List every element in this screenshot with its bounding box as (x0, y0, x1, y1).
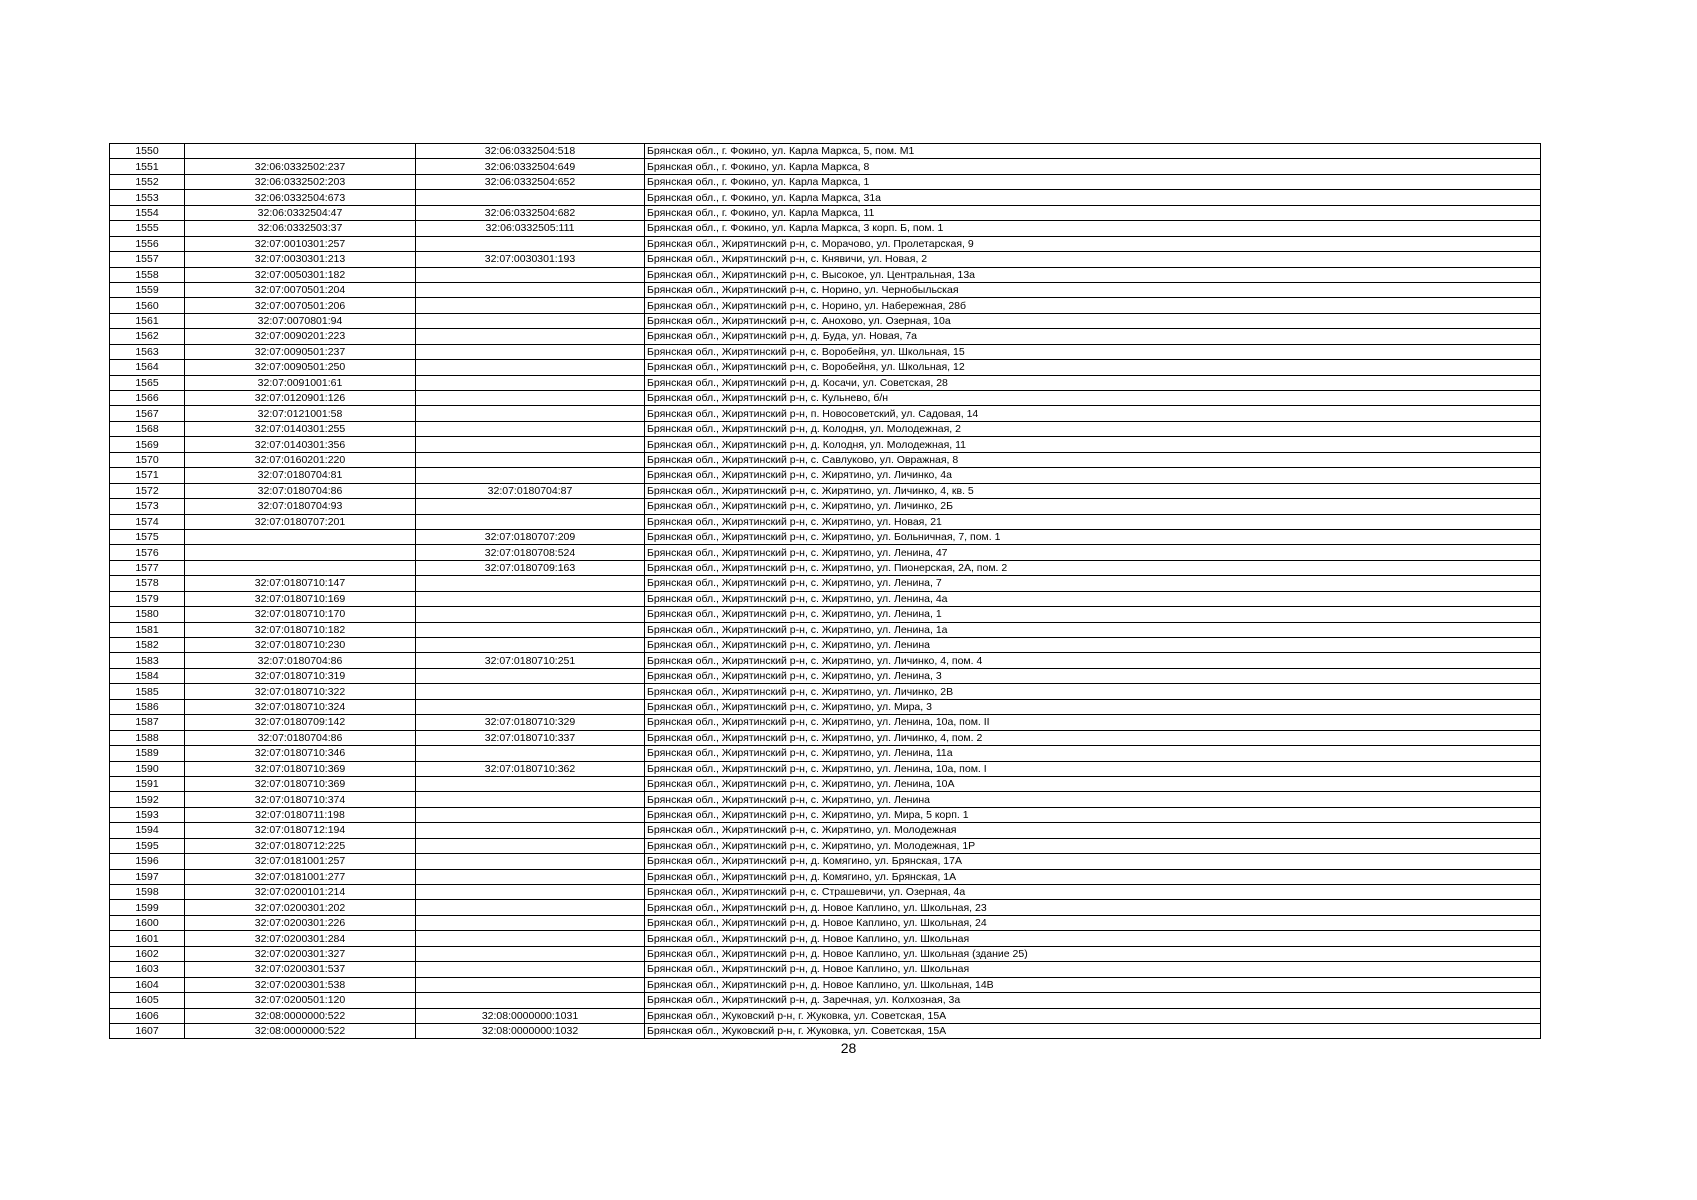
table-row (110, 715, 1541, 730)
cadastral-number-cell (185, 560, 416, 575)
linked-cadastral-number-cell: 32:08:0000000:1032 (416, 1023, 645, 1038)
table-row (110, 946, 1541, 961)
table-row (110, 823, 1541, 838)
table-row (110, 159, 1541, 174)
table-row (110, 236, 1541, 251)
address-cell: Брянская обл., Жирятинский р-н, с. Жирятино, ул. Пионерская, 2А, пом. 2 (645, 560, 1541, 575)
address-cell: Брянская обл., Жирятинский р-н, с. Жирятино, ул. Ленина, 47 (645, 545, 1541, 560)
cadastral-number-cell: 32:07:0180710:169 (185, 591, 416, 606)
cadastral-number-cell: 32:07:0180710:346 (185, 746, 416, 761)
row-number-cell: 1602 (110, 946, 185, 961)
cadastral-number-cell: 32:07:0030301:213 (185, 252, 416, 267)
row-number-cell: 1597 (110, 869, 185, 884)
row-number-cell: 1598 (110, 885, 185, 900)
row-number-cell: 1594 (110, 823, 185, 838)
row-number-cell: 1573 (110, 499, 185, 514)
cadastral-number-cell: 32:07:0180704:86 (185, 483, 416, 498)
cadastral-number-cell: 32:07:0091001:61 (185, 375, 416, 390)
table-row (110, 1008, 1541, 1023)
address-cell: Брянская обл., Жирятинский р-н, д. Комягино, ул. Брянская, 17А (645, 854, 1541, 869)
linked-cadastral-number-cell (416, 792, 645, 807)
linked-cadastral-number-cell (416, 437, 645, 452)
table-row (110, 360, 1541, 375)
cadastral-number-cell: 32:07:0180710:230 (185, 638, 416, 653)
cadastral-number-cell: 32:07:0090501:250 (185, 360, 416, 375)
cadastral-number-cell: 32:07:0180710:369 (185, 761, 416, 776)
table-row (110, 792, 1541, 807)
cadastral-number-cell: 32:07:0180710:147 (185, 576, 416, 591)
linked-cadastral-number-cell: 32:07:0180704:87 (416, 483, 645, 498)
row-number-cell: 1556 (110, 236, 185, 251)
document-page (109, 143, 1541, 1039)
address-cell: Брянская обл., Жирятинский р-н, с. Анохово, ул. Озерная, 10а (645, 313, 1541, 328)
table-row (110, 653, 1541, 668)
linked-cadastral-number-cell (416, 746, 645, 761)
table-row (110, 668, 1541, 683)
address-cell: Брянская обл., Жирятинский р-н, с. Норино, ул. Набережная, 28б (645, 298, 1541, 313)
linked-cadastral-number-cell (416, 329, 645, 344)
cadastral-number-cell: 32:07:0200301:538 (185, 977, 416, 992)
table-row (110, 1023, 1541, 1038)
table-row (110, 344, 1541, 359)
cadastral-number-cell (185, 545, 416, 560)
address-cell: Брянская обл., Жирятинский р-н, с. Воробейня, ул. Школьная, 15 (645, 344, 1541, 359)
row-number-cell: 1553 (110, 190, 185, 205)
cadastral-number-cell: 32:07:0070501:204 (185, 282, 416, 297)
row-number-cell: 1566 (110, 391, 185, 406)
address-cell: Брянская обл., Жирятинский р-н, с. Жирятино, ул. Ленина (645, 638, 1541, 653)
table-body (110, 144, 1541, 1039)
row-number-cell: 1607 (110, 1023, 185, 1038)
row-number-cell: 1590 (110, 761, 185, 776)
table-row (110, 576, 1541, 591)
linked-cadastral-number-cell (416, 699, 645, 714)
address-cell: Брянская обл., Жирятинский р-н, с. Жирятино, ул. Ленина, 1 (645, 607, 1541, 622)
row-number-cell: 1583 (110, 653, 185, 668)
row-number-cell: 1589 (110, 746, 185, 761)
cadastral-number-cell: 32:07:0070801:94 (185, 313, 416, 328)
cadastral-number-cell: 32:06:0332502:237 (185, 159, 416, 174)
address-cell: Брянская обл., Жирятинский р-н, д. Новое Каплино, ул. Школьная (645, 931, 1541, 946)
linked-cadastral-number-cell (416, 854, 645, 869)
linked-cadastral-number-cell: 32:07:0030301:193 (416, 252, 645, 267)
cadastral-number-cell: 32:07:0181001:257 (185, 854, 416, 869)
row-number-cell: 1557 (110, 252, 185, 267)
table-row (110, 190, 1541, 205)
address-cell: Брянская обл., Жирятинский р-н, д. Новое Каплино, ул. Школьная, 23 (645, 900, 1541, 915)
linked-cadastral-number-cell (416, 375, 645, 390)
table-row (110, 591, 1541, 606)
cadastral-number-cell: 32:06:0332503:37 (185, 221, 416, 236)
address-cell: Брянская обл., Жуковский р-н, г. Жуковка, ул. Советская, 15А (645, 1008, 1541, 1023)
table-row (110, 174, 1541, 189)
address-cell: Брянская обл., г. Фокино, ул. Карла Маркса, 1 (645, 174, 1541, 189)
cadastral-number-cell: 32:07:0121001:58 (185, 406, 416, 421)
cadastral-number-cell: 32:07:0120901:126 (185, 391, 416, 406)
table-row (110, 746, 1541, 761)
cadastral-number-cell: 32:07:0180710:319 (185, 668, 416, 683)
linked-cadastral-number-cell (416, 823, 645, 838)
table-row (110, 221, 1541, 236)
linked-cadastral-number-cell (416, 668, 645, 683)
linked-cadastral-number-cell (416, 807, 645, 822)
address-cell: Брянская обл., Жирятинский р-н, с. Жирятино, ул. Больничная, 7, пом. 1 (645, 529, 1541, 544)
linked-cadastral-number-cell: 32:06:0332504:682 (416, 205, 645, 220)
cadastral-number-cell: 32:07:0200301:537 (185, 962, 416, 977)
linked-cadastral-number-cell (416, 360, 645, 375)
cadastral-number-cell: 32:08:0000000:522 (185, 1023, 416, 1038)
table-row (110, 267, 1541, 282)
address-cell: Брянская обл., Жирятинский р-н, с. Воробейня, ул. Школьная, 12 (645, 360, 1541, 375)
row-number-cell: 1552 (110, 174, 185, 189)
table-row (110, 977, 1541, 992)
cadastral-number-cell: 32:07:0180710:369 (185, 776, 416, 791)
linked-cadastral-number-cell (416, 869, 645, 884)
linked-cadastral-number-cell: 32:06:0332504:649 (416, 159, 645, 174)
address-cell: Брянская обл., Жирятинский р-н, д. Колодня, ул. Молодежная, 2 (645, 421, 1541, 436)
linked-cadastral-number-cell (416, 468, 645, 483)
address-cell: Брянская обл., Жирятинский р-н, с. Жирятино, ул. Личинко, 2В (645, 684, 1541, 699)
linked-cadastral-number-cell (416, 607, 645, 622)
table-row (110, 607, 1541, 622)
table-row (110, 869, 1541, 884)
row-number-cell: 1579 (110, 591, 185, 606)
row-number-cell: 1587 (110, 715, 185, 730)
address-cell: Брянская обл., Жирятинский р-н, д. Комягино, ул. Брянская, 1А (645, 869, 1541, 884)
address-cell: Брянская обл., г. Фокино, ул. Карла Маркса, 5, пом. М1 (645, 144, 1541, 159)
property-table (109, 143, 1541, 1039)
address-cell: Брянская обл., Жирятинский р-н, с. Норино, ул. Чернобыльская (645, 282, 1541, 297)
table-row (110, 329, 1541, 344)
row-number-cell: 1592 (110, 792, 185, 807)
row-number-cell: 1604 (110, 977, 185, 992)
address-cell: Брянская обл., Жирятинский р-н, д. Новое Каплино, ул. Школьная, 14В (645, 977, 1541, 992)
cadastral-number-cell: 32:07:0180710:182 (185, 622, 416, 637)
address-cell: Брянская обл., Жирятинский р-н, с. Жирятино, ул. Личинко, 4, кв. 5 (645, 483, 1541, 498)
row-number-cell: 1565 (110, 375, 185, 390)
linked-cadastral-number-cell: 32:06:0332504:652 (416, 174, 645, 189)
address-cell: Брянская обл., Жирятинский р-н, с. Княвичи, ул. Новая, 2 (645, 252, 1541, 267)
table-row (110, 313, 1541, 328)
table-row (110, 838, 1541, 853)
address-cell: Брянская обл., г. Фокино, ул. Карла Маркса, 11 (645, 205, 1541, 220)
linked-cadastral-number-cell (416, 931, 645, 946)
row-number-cell: 1560 (110, 298, 185, 313)
linked-cadastral-number-cell: 32:07:0180710:362 (416, 761, 645, 776)
table-row (110, 499, 1541, 514)
linked-cadastral-number-cell (416, 591, 645, 606)
linked-cadastral-number-cell (416, 838, 645, 853)
row-number-cell: 1593 (110, 807, 185, 822)
address-cell: Брянская обл., Жирятинский р-н, с. Кульнево, б/н (645, 391, 1541, 406)
row-number-cell: 1551 (110, 159, 185, 174)
row-number-cell: 1575 (110, 529, 185, 544)
row-number-cell: 1564 (110, 360, 185, 375)
linked-cadastral-number-cell (416, 391, 645, 406)
row-number-cell: 1570 (110, 452, 185, 467)
row-number-cell: 1571 (110, 468, 185, 483)
cadastral-number-cell: 32:07:0180704:86 (185, 730, 416, 745)
cadastral-number-cell: 32:07:0180712:194 (185, 823, 416, 838)
table-row (110, 252, 1541, 267)
row-number-cell: 1568 (110, 421, 185, 436)
address-cell: Брянская обл., Жирятинский р-н, с. Жирятино, ул. Ленина, 10а, пом. I (645, 761, 1541, 776)
row-number-cell: 1554 (110, 205, 185, 220)
address-cell: Брянская обл., Жирятинский р-н, с. Жирятино, ул. Ленина, 4а (645, 591, 1541, 606)
address-cell: Брянская обл., Жирятинский р-н, с. Жирятино, ул. Ленина, 10а, пом. II (645, 715, 1541, 730)
row-number-cell: 1561 (110, 313, 185, 328)
cadastral-number-cell: 32:07:0180710:322 (185, 684, 416, 699)
row-number-cell: 1558 (110, 267, 185, 282)
cadastral-number-cell: 32:07:0200101:214 (185, 885, 416, 900)
cadastral-number-cell: 32:06:0332504:47 (185, 205, 416, 220)
cadastral-number-cell (185, 529, 416, 544)
table-row (110, 452, 1541, 467)
table-row (110, 282, 1541, 297)
cadastral-number-cell: 32:07:0180710:324 (185, 699, 416, 714)
row-number-cell: 1600 (110, 915, 185, 930)
row-number-cell: 1562 (110, 329, 185, 344)
linked-cadastral-number-cell (416, 885, 645, 900)
table-row (110, 684, 1541, 699)
table-row (110, 931, 1541, 946)
cadastral-number-cell: 32:07:0140301:356 (185, 437, 416, 452)
table-row (110, 730, 1541, 745)
row-number-cell: 1574 (110, 514, 185, 529)
linked-cadastral-number-cell: 32:07:0180710:329 (416, 715, 645, 730)
cadastral-number-cell: 32:07:0200301:202 (185, 900, 416, 915)
cadastral-number-cell: 32:07:0050301:182 (185, 267, 416, 282)
table-row (110, 298, 1541, 313)
address-cell: Брянская обл., Жирятинский р-н, с. Жирятино, ул. Ленина, 7 (645, 576, 1541, 591)
linked-cadastral-number-cell: 32:07:0180710:251 (416, 653, 645, 668)
linked-cadastral-number-cell (416, 267, 645, 282)
linked-cadastral-number-cell (416, 684, 645, 699)
row-number-cell: 1581 (110, 622, 185, 637)
cadastral-number-cell: 32:07:0200301:327 (185, 946, 416, 961)
linked-cadastral-number-cell (416, 776, 645, 791)
row-number-cell: 1588 (110, 730, 185, 745)
linked-cadastral-number-cell: 32:07:0180709:163 (416, 560, 645, 575)
row-number-cell: 1582 (110, 638, 185, 653)
row-number-cell: 1599 (110, 900, 185, 915)
cadastral-number-cell: 32:08:0000000:522 (185, 1008, 416, 1023)
row-number-cell: 1586 (110, 699, 185, 714)
linked-cadastral-number-cell: 32:07:0180707:209 (416, 529, 645, 544)
table-row (110, 437, 1541, 452)
linked-cadastral-number-cell (416, 344, 645, 359)
linked-cadastral-number-cell (416, 915, 645, 930)
address-cell: Брянская обл., Жирятинский р-н, с. Жирятино, ул. Ленина, 11а (645, 746, 1541, 761)
row-number-cell: 1595 (110, 838, 185, 853)
address-cell: Брянская обл., Жирятинский р-н, с. Жирятино, ул. Ленина, 3 (645, 668, 1541, 683)
row-number-cell: 1605 (110, 993, 185, 1008)
linked-cadastral-number-cell (416, 313, 645, 328)
address-cell: Брянская обл., Жирятинский р-н, с. Жирятино, ул. Личинко, 2Б (645, 499, 1541, 514)
table-row (110, 375, 1541, 390)
address-cell: Брянская обл., Жуковский р-н, г. Жуковка, ул. Советская, 15А (645, 1023, 1541, 1038)
address-cell: Брянская обл., Жирятинский р-н, с. Жирятино, ул. Молодежная (645, 823, 1541, 838)
row-number-cell: 1550 (110, 144, 185, 159)
table-row (110, 854, 1541, 869)
page-number: 28 (840, 1040, 857, 1056)
linked-cadastral-number-cell (416, 638, 645, 653)
linked-cadastral-number-cell (416, 900, 645, 915)
cadastral-number-cell (185, 144, 416, 159)
linked-cadastral-number-cell: 32:06:0332505:111 (416, 221, 645, 236)
linked-cadastral-number-cell (416, 190, 645, 205)
table-row (110, 514, 1541, 529)
row-number-cell: 1569 (110, 437, 185, 452)
cadastral-number-cell: 32:07:0180712:225 (185, 838, 416, 853)
cadastral-number-cell: 32:07:0090501:237 (185, 344, 416, 359)
table-row (110, 391, 1541, 406)
row-number-cell: 1584 (110, 668, 185, 683)
address-cell: Брянская обл., Жирятинский р-н, д. Новое Каплино, ул. Школьная (645, 962, 1541, 977)
linked-cadastral-number-cell (416, 622, 645, 637)
address-cell: Брянская обл., Жирятинский р-н, с. Жирятино, ул. Личинко, 4, пом. 2 (645, 730, 1541, 745)
address-cell: Брянская обл., г. Фокино, ул. Карла Маркса, 8 (645, 159, 1541, 174)
row-number-cell: 1567 (110, 406, 185, 421)
row-number-cell: 1580 (110, 607, 185, 622)
table-row (110, 900, 1541, 915)
table-row (110, 529, 1541, 544)
linked-cadastral-number-cell (416, 452, 645, 467)
table-row (110, 993, 1541, 1008)
cadastral-number-cell: 32:06:0332504:673 (185, 190, 416, 205)
table-row (110, 622, 1541, 637)
row-number-cell: 1576 (110, 545, 185, 560)
cadastral-number-cell: 32:07:0200301:284 (185, 931, 416, 946)
row-number-cell: 1563 (110, 344, 185, 359)
address-cell: Брянская обл., Жирятинский р-н, п. Новосоветский, ул. Садовая, 14 (645, 406, 1541, 421)
row-number-cell: 1572 (110, 483, 185, 498)
row-number-cell: 1559 (110, 282, 185, 297)
cadastral-number-cell: 32:07:0180707:201 (185, 514, 416, 529)
cadastral-number-cell: 32:07:0160201:220 (185, 452, 416, 467)
linked-cadastral-number-cell: 32:07:0180710:337 (416, 730, 645, 745)
linked-cadastral-number-cell (416, 282, 645, 297)
row-number-cell: 1577 (110, 560, 185, 575)
linked-cadastral-number-cell: 32:08:0000000:1031 (416, 1008, 645, 1023)
address-cell: Брянская обл., Жирятинский р-н, с. Высокое, ул. Центральная, 13а (645, 267, 1541, 282)
linked-cadastral-number-cell (416, 514, 645, 529)
cadastral-number-cell: 32:07:0180711:198 (185, 807, 416, 822)
row-number-cell: 1578 (110, 576, 185, 591)
linked-cadastral-number-cell (416, 576, 645, 591)
cadastral-number-cell: 32:07:0180710:170 (185, 607, 416, 622)
address-cell: Брянская обл., Жирятинский р-н, д. Колодня, ул. Молодежная, 11 (645, 437, 1541, 452)
cadastral-number-cell: 32:07:0180710:374 (185, 792, 416, 807)
table-row (110, 915, 1541, 930)
address-cell: Брянская обл., Жирятинский р-н, с. Жирятино, ул. Ленина, 10А (645, 776, 1541, 791)
address-cell: Брянская обл., г. Фокино, ул. Карла Маркса, 3 корп. Б, пом. 1 (645, 221, 1541, 236)
linked-cadastral-number-cell (416, 236, 645, 251)
address-cell: Брянская обл., г. Фокино, ул. Карла Маркса, 31а (645, 190, 1541, 205)
table-row (110, 421, 1541, 436)
table-row (110, 483, 1541, 498)
address-cell: Брянская обл., Жирятинский р-н, д. Буда, ул. Новая, 7а (645, 329, 1541, 344)
row-number-cell: 1596 (110, 854, 185, 869)
table-row (110, 807, 1541, 822)
row-number-cell: 1606 (110, 1008, 185, 1023)
table-row (110, 638, 1541, 653)
address-cell: Брянская обл., Жирятинский р-н, с. Морачово, ул. Пролетарская, 9 (645, 236, 1541, 251)
cadastral-number-cell: 32:07:0090201:223 (185, 329, 416, 344)
address-cell: Брянская обл., Жирятинский р-н, д. Заречная, ул. Колхозная, 3а (645, 993, 1541, 1008)
table-row (110, 560, 1541, 575)
linked-cadastral-number-cell (416, 406, 645, 421)
linked-cadastral-number-cell: 32:06:0332504:518 (416, 144, 645, 159)
cadastral-number-cell: 32:07:0180704:93 (185, 499, 416, 514)
row-number-cell: 1555 (110, 221, 185, 236)
address-cell: Брянская обл., Жирятинский р-н, с. Жирятино, ул. Молодежная, 1Р (645, 838, 1541, 853)
linked-cadastral-number-cell (416, 977, 645, 992)
address-cell: Брянская обл., Жирятинский р-н, с. Жирятино, ул. Мира, 3 (645, 699, 1541, 714)
address-cell: Брянская обл., Жирятинский р-н, с. Жирятино, ул. Личинко, 4, пом. 4 (645, 653, 1541, 668)
address-cell: Брянская обл., Жирятинский р-н, с. Жирятино, ул. Ленина (645, 792, 1541, 807)
linked-cadastral-number-cell (416, 421, 645, 436)
cadastral-number-cell: 32:07:0180704:86 (185, 653, 416, 668)
table-row (110, 962, 1541, 977)
address-cell: Брянская обл., Жирятинский р-н, с. Жирятино, ул. Мира, 5 корп. 1 (645, 807, 1541, 822)
address-cell: Брянская обл., Жирятинский р-н, д. Новое Каплино, ул. Школьная, 24 (645, 915, 1541, 930)
row-number-cell: 1603 (110, 962, 185, 977)
address-cell: Брянская обл., Жирятинский р-н, д. Новое Каплино, ул. Школьная (здание 25) (645, 946, 1541, 961)
address-cell: Брянская обл., Жирятинский р-н, с. Жирятино, ул. Новая, 21 (645, 514, 1541, 529)
table-row (110, 699, 1541, 714)
cadastral-number-cell: 32:07:0200501:120 (185, 993, 416, 1008)
row-number-cell: 1591 (110, 776, 185, 791)
cadastral-number-cell: 32:07:0200301:226 (185, 915, 416, 930)
table-row (110, 545, 1541, 560)
table-row (110, 776, 1541, 791)
table-row (110, 468, 1541, 483)
table-row (110, 406, 1541, 421)
row-number-cell: 1585 (110, 684, 185, 699)
cadastral-number-cell: 32:06:0332502:203 (185, 174, 416, 189)
table-row (110, 205, 1541, 220)
address-cell: Брянская обл., Жирятинский р-н, д. Косачи, ул. Советская, 28 (645, 375, 1541, 390)
table-row (110, 144, 1541, 159)
row-number-cell: 1601 (110, 931, 185, 946)
cadastral-number-cell: 32:07:0180704:81 (185, 468, 416, 483)
address-cell: Брянская обл., Жирятинский р-н, с. Жирятино, ул. Личинко, 4а (645, 468, 1541, 483)
cadastral-number-cell: 32:07:0070501:206 (185, 298, 416, 313)
table-row (110, 885, 1541, 900)
cadastral-number-cell: 32:07:0010301:257 (185, 236, 416, 251)
linked-cadastral-number-cell (416, 962, 645, 977)
table-row (110, 761, 1541, 776)
address-cell: Брянская обл., Жирятинский р-н, с. Савлуково, ул. Овражная, 8 (645, 452, 1541, 467)
cadastral-number-cell: 32:07:0140301:255 (185, 421, 416, 436)
linked-cadastral-number-cell: 32:07:0180708:524 (416, 545, 645, 560)
address-cell: Брянская обл., Жирятинский р-н, с. Жирятино, ул. Ленина, 1а (645, 622, 1541, 637)
cadastral-number-cell: 32:07:0180709:142 (185, 715, 416, 730)
linked-cadastral-number-cell (416, 946, 645, 961)
linked-cadastral-number-cell (416, 499, 645, 514)
linked-cadastral-number-cell (416, 993, 645, 1008)
cadastral-number-cell: 32:07:0181001:277 (185, 869, 416, 884)
linked-cadastral-number-cell (416, 298, 645, 313)
address-cell: Брянская обл., Жирятинский р-н, с. Страшевичи, ул. Озерная, 4а (645, 885, 1541, 900)
